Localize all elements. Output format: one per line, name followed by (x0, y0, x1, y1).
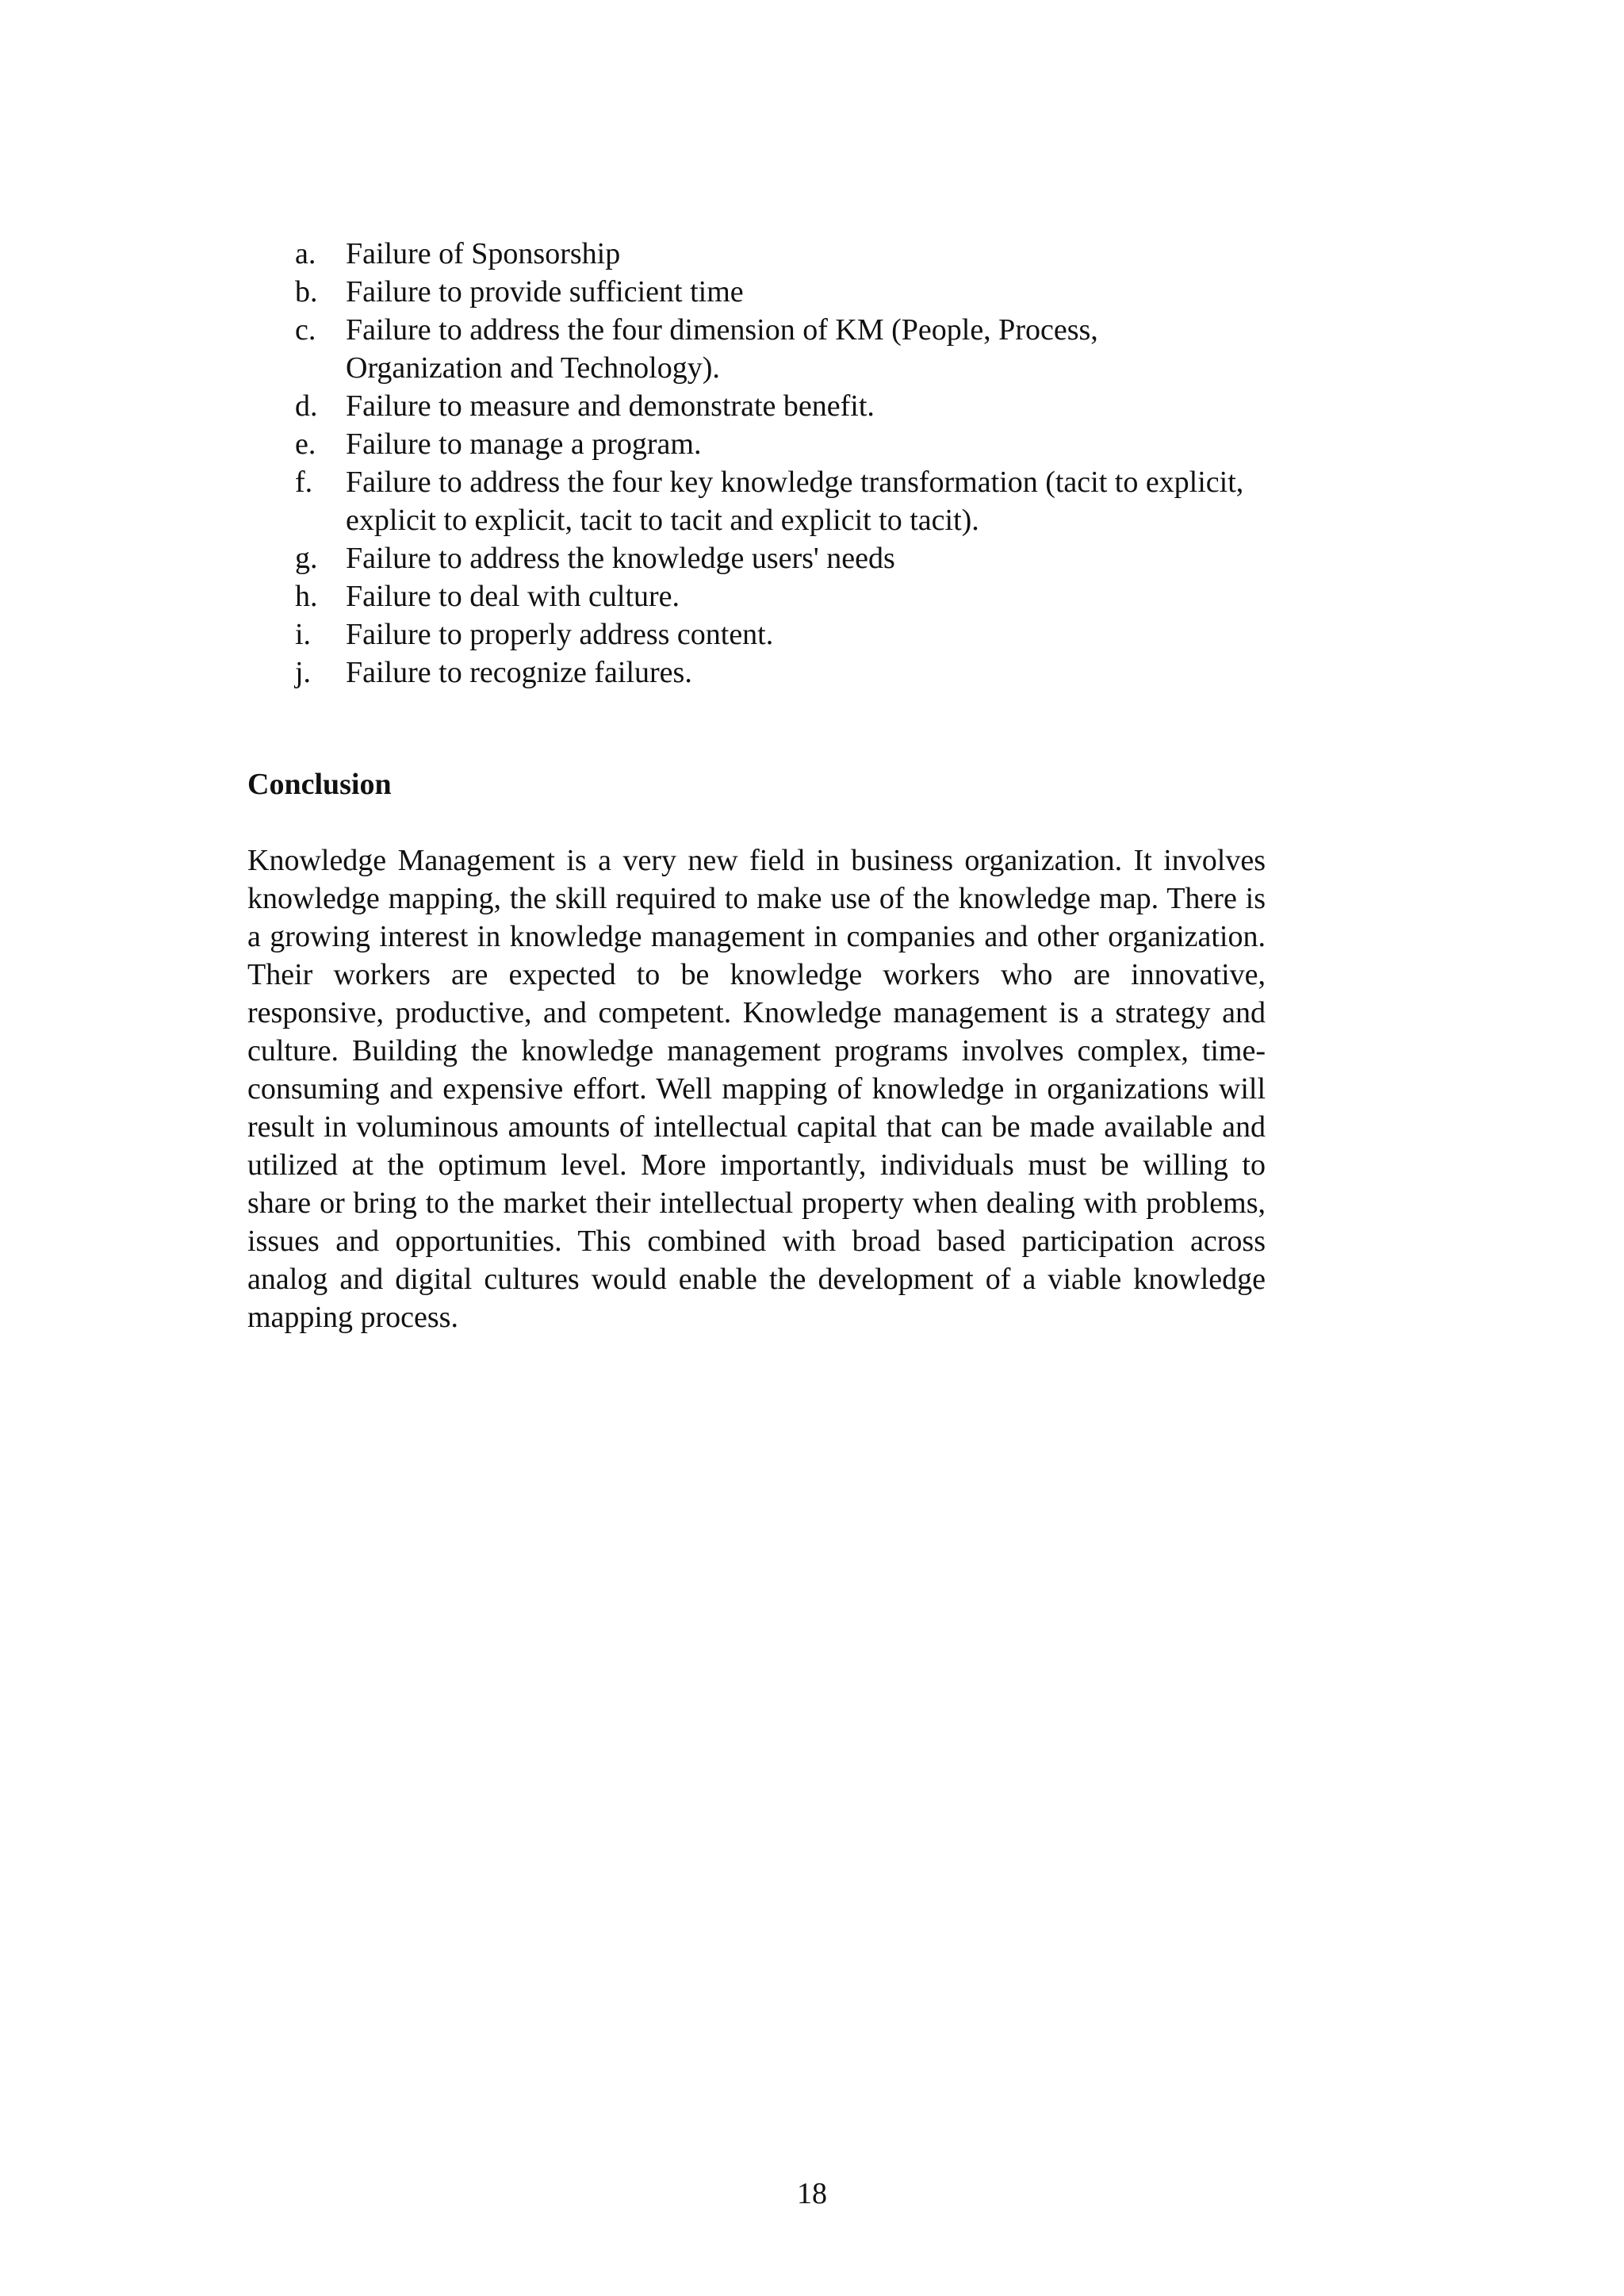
page-number: 18 (797, 2177, 827, 2210)
list-marker: d. (295, 389, 318, 423)
list-item (295, 273, 1247, 311)
conclusion-paragraph: Knowledge Management is a very new field in business organization. It involves knowledge mapping, the skill required to make use of the knowledge map. There is a growing interest in knowledge management in companies and other organization. Their workers are expected to be knowledge workers who are innovative, responsive, productive, and competent. Knowledge management is a strategy and culture. Building the knowledge management programs involves complex, time-consuming and expensive effort. Well mapping of knowledge in organizations will result in voluminous amounts of intellectual capital that can be made available and utilized at the optimum level. More importantly, individuals must be willing to share or bring to the market their intellectual property when dealing with problems, issues and opportunities. This combined with broad based participation across analog and digital cultures would enable the development of a viable knowledge mapping process. (247, 844, 1266, 1334)
list-marker: g. (295, 542, 318, 575)
list-marker: e. (295, 427, 316, 461)
section-heading: Conclusion (247, 768, 392, 801)
list-item-text: Failure to address the knowledge users' needs (346, 542, 895, 575)
list-item (295, 387, 1247, 425)
list-item (295, 654, 1247, 692)
list-marker: b. (295, 275, 318, 309)
list-item (295, 425, 1247, 463)
list-item-text: Failure to provide sufficient time (346, 275, 744, 309)
list-item-text: Failure to recognize failures. (346, 656, 692, 689)
list-item-text: Failure to manage a program. (346, 427, 702, 461)
list-marker: i. (295, 618, 312, 651)
list-marker: j. (295, 656, 312, 689)
list-item (295, 463, 1247, 539)
list-item-text: Failure to address the four key knowledge transformation (tacit to explicit, explicit to explicit, tacit to tacit and explicit to tacit). (346, 466, 1244, 537)
list-marker: a. (295, 237, 316, 270)
list-marker: c. (295, 313, 316, 347)
list-marker: f. (295, 466, 313, 499)
list-item-text: Failure to measure and demonstrate benefit. (346, 389, 875, 423)
list-item-text: Failure of Sponsorship (346, 237, 621, 270)
list-item (295, 539, 1247, 577)
failure-list (295, 235, 1247, 692)
list-item (295, 615, 1247, 654)
list-item (295, 235, 1247, 273)
list-item (295, 311, 1247, 387)
list-item-text: Failure to properly address content. (346, 618, 774, 651)
list-item-text: Failure to address the four dimension of KM (People, Process, Organization and Technology). (346, 313, 1098, 385)
list-item (295, 577, 1247, 615)
list-item-text: Failure to deal with culture. (346, 580, 680, 613)
list-marker: h. (295, 580, 318, 613)
